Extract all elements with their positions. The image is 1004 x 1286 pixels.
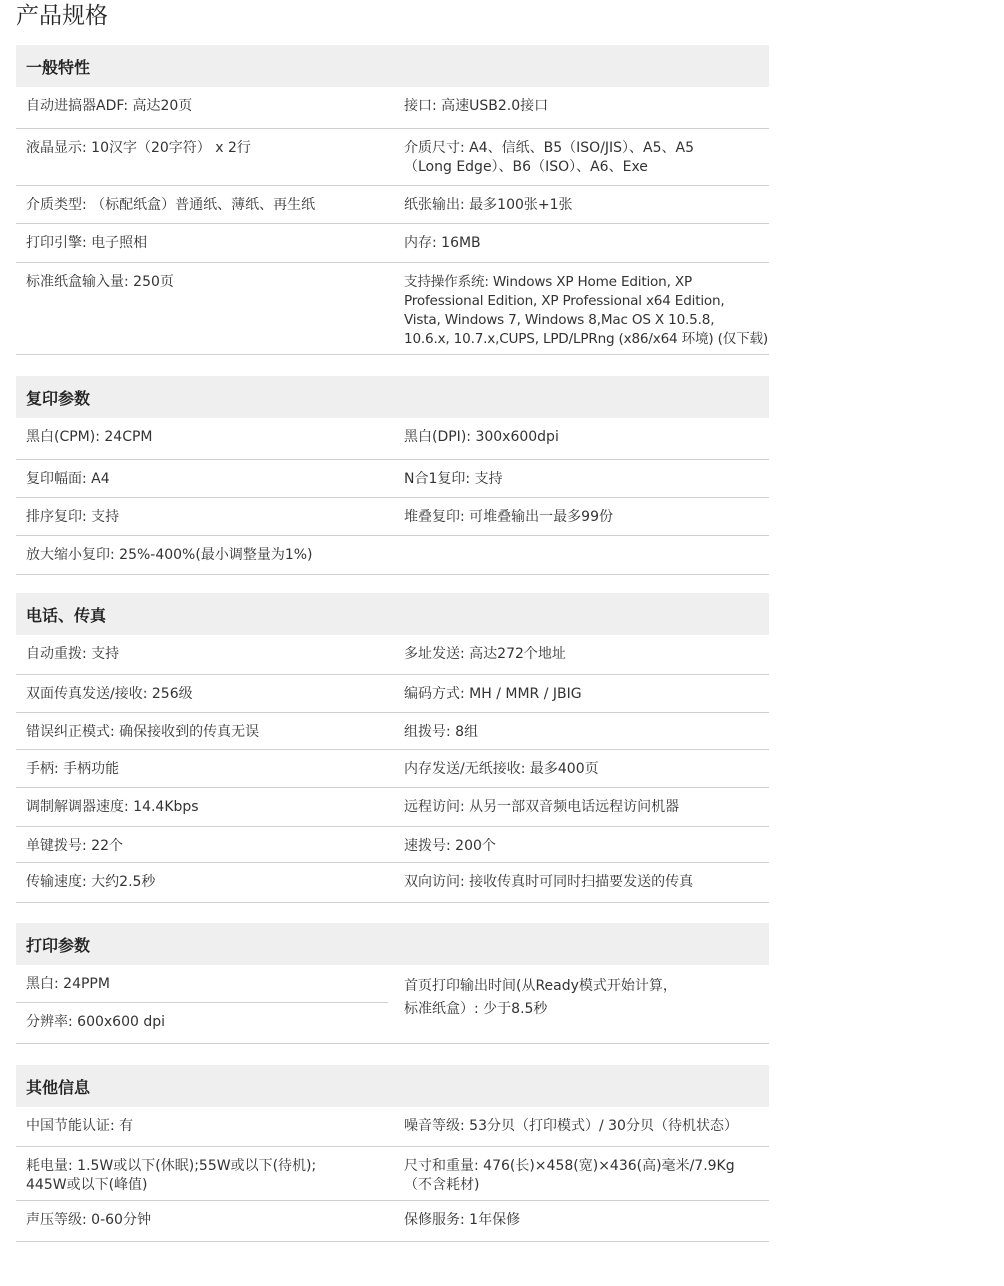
spec-row: [16, 460, 769, 498]
spec-row: [16, 263, 769, 355]
section-header: [16, 1065, 769, 1107]
spec-cell: 组拨号: 8组: [404, 724, 479, 740]
spec-row: [16, 418, 769, 460]
spec-cell: 排序复印: 支持: [26, 509, 120, 525]
section-title: 复印参数: [26, 388, 91, 408]
spec-cell: 保修服务: 1年保修: [404, 1212, 521, 1228]
spec-cell: 液晶显示: 10汉字（20字符） x 2行: [26, 140, 251, 156]
spec-cell: 打印引擎: 电子照相: [26, 235, 148, 251]
spec-row: [16, 186, 769, 224]
spec-row: [16, 1147, 769, 1201]
spec-cell: 单键拨号: 22个: [26, 838, 123, 854]
spec-cell: 标准纸盒输入量: 250页: [26, 274, 174, 290]
spec-cell: 复印幅面: A4: [26, 471, 110, 487]
spec-cell: 噪音等级: 53分贝（打印模式）/ 30分贝（待机状态）: [404, 1118, 738, 1134]
spec-cell: 双向访问: 接收传真时可同时扫描要发送的传真: [404, 874, 694, 890]
spec-row: [16, 863, 769, 903]
spec-cell: 双面传真发送/接收: 256级: [26, 686, 193, 702]
spec-cell: N合1复印: 支持: [404, 471, 503, 487]
spec-row: [16, 635, 769, 675]
section-other: [16, 1065, 769, 1242]
section-title: 打印参数: [26, 935, 91, 955]
section-title: 其他信息: [26, 1077, 91, 1097]
spec-row: [16, 750, 769, 788]
spec-row: [16, 965, 769, 1044]
section-header: [16, 45, 769, 87]
spec-cell: 手柄: 手柄功能: [26, 761, 120, 777]
spec-cell: 内存发送/无纸接收: 最多400页: [404, 761, 599, 777]
spec-cell: 自动重拨: 支持: [26, 646, 120, 662]
spec-cell: 传输速度: 大约2.5秒: [26, 874, 156, 890]
spec-left-column: [16, 965, 388, 1043]
spec-cell: 黑白(CPM): 24CPM: [26, 429, 153, 445]
spec-row: [16, 827, 769, 863]
spec-row: [16, 713, 769, 750]
spec-row: [16, 498, 769, 536]
section-header: [16, 376, 769, 418]
spec-cell: 接口: 高速USB2.0接口: [404, 98, 549, 114]
spec-cell: [394, 536, 769, 574]
spec-cell: 错误纠正模式: 确保接收到的传真无误: [26, 724, 260, 740]
section-print: [16, 923, 769, 1044]
spec-row: [16, 788, 769, 827]
spec-row: [16, 675, 769, 713]
spec-row: [16, 1201, 769, 1242]
spec-cell: 首页打印输出时间(从Ready模式开始计算， 标准纸盒）: 少于8.5秒: [404, 978, 677, 1017]
spec-cell: 声压等级: 0-60分钟: [26, 1212, 151, 1228]
spec-cell: 调制解调器速度: 14.4Kbps: [26, 799, 199, 815]
section-copy: [16, 376, 769, 575]
spec-cell: 分辨率: 600x600 dpi: [26, 1014, 166, 1030]
spec-row: [16, 224, 769, 263]
section-title: 电话、传真: [26, 605, 107, 625]
spec-cell: 堆叠复印: 可堆叠输出一最多99份: [404, 509, 613, 525]
spec-cell: 速拨号: 200个: [404, 838, 496, 854]
section-header: [16, 593, 769, 635]
spec-cell: 多址发送: 高达272个地址: [404, 646, 566, 662]
spec-cell: 尺寸和重量: 476(长)×458(宽)×436(高)毫米/7.9Kg （不含耗材): [404, 1158, 735, 1193]
spec-cell: 放大缩小复印: 25%-400%(最小调整量为1%): [26, 547, 313, 563]
spec-cell: 耗电量: 1.5W或以下(休眠);55W或以下(待机); 445W或以下(峰值): [26, 1158, 317, 1193]
spec-cell: 介质类型: （标配纸盒）普通纸、薄纸、再生纸: [26, 197, 316, 213]
page-title: 产品规格: [16, 3, 108, 29]
section-header: [16, 923, 769, 965]
spec-row: [16, 129, 769, 186]
spec-cell: 黑白: 24PPM: [16, 965, 388, 1003]
spec-cell: 介质尺寸: A4、信纸、B5（ISO/JIS）、A5、A5 （Long Edge）、B6（ISO）、A6、Exe: [404, 140, 695, 175]
section-fax: [16, 593, 769, 903]
spec-cell: 中国节能认证: 有: [26, 1118, 134, 1134]
spec-cell: 支持操作系统: Windows XP Home Edition, XP Professional Edition, XP Professional x64 Edition, Vista, Windows 7, Windows 8,Mac OS X 10.5.8, 10.6.x, 10.7.x,CUPS, LPD/LPRng (x86/x64 环境) (仅下载): [404, 274, 769, 347]
spec-cell: 内存: 16MB: [404, 235, 481, 251]
section-general: [16, 45, 769, 355]
spec-row: [16, 1107, 769, 1147]
spec-row: [16, 87, 769, 129]
spec-cell: 编码方式: MH / MMR / JBIG: [404, 686, 582, 702]
spec-cell: 黑白(DPI): 300x600dpi: [404, 429, 559, 445]
spec-cell: 纸张输出: 最多100张+1张: [404, 197, 573, 213]
spec-cell: 远程访问: 从另一部双音频电话远程访问机器: [404, 799, 680, 815]
spec-row: [16, 536, 769, 575]
spec-cell: 自动进搞器ADF: 高达20页: [26, 98, 193, 114]
section-title: 一般特性: [26, 57, 91, 77]
